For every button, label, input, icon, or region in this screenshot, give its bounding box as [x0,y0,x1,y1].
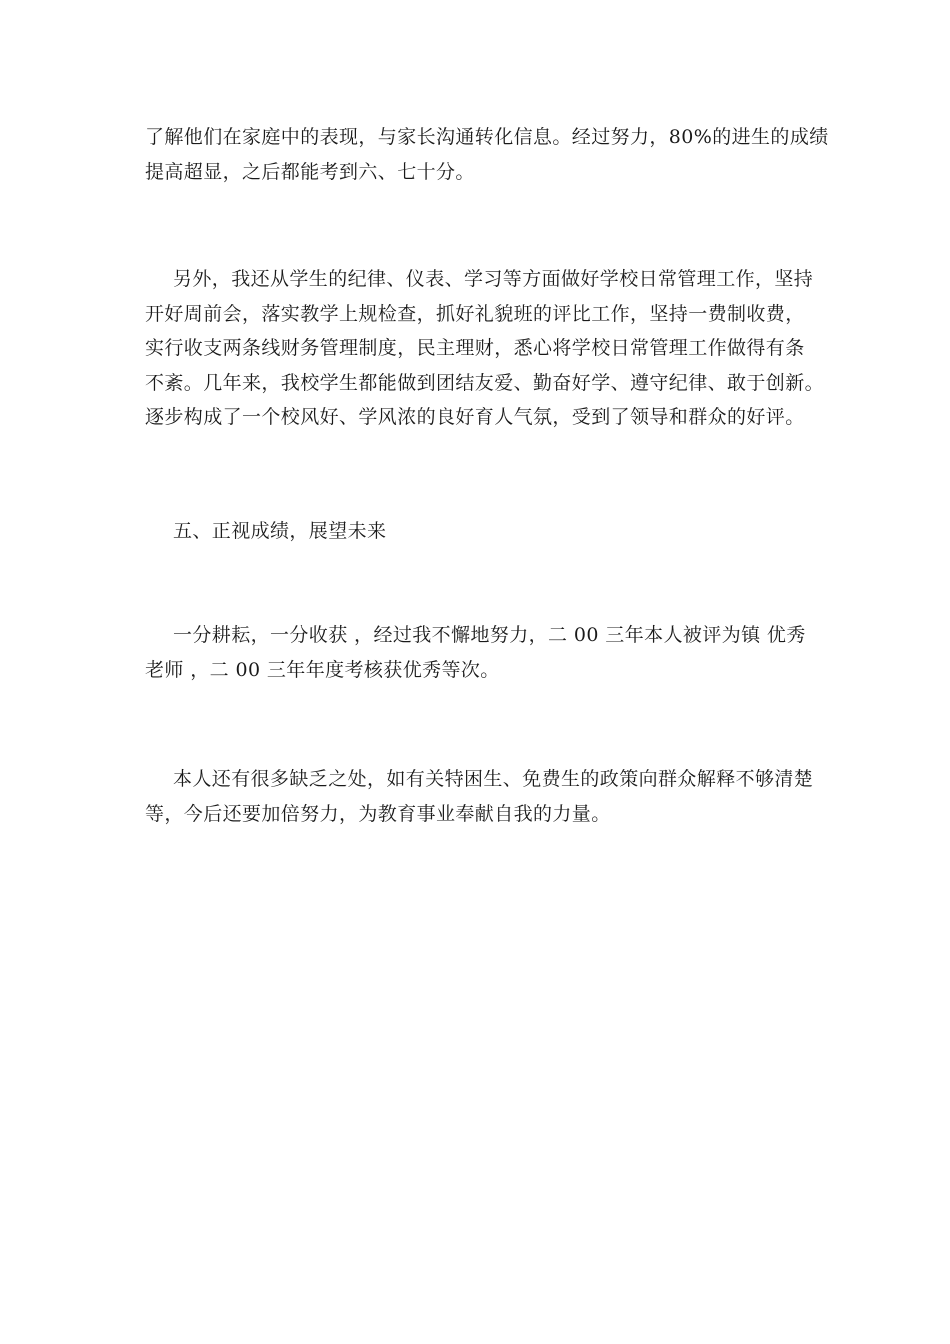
text-line: 实行收支两条线财务管理制度，民主理财，悉心将学校日常管理工作做得有条 [145,337,805,359]
text-line: 逐步构成了一个校风好、学风浓的良好育人气氛，受到了领导和群众的好评。 [145,406,805,428]
text-line: 本人还有很多缺乏之处，如有关特困生、免费生的政策向群众解释不够清楚 [173,768,814,790]
text-line: 等，今后还要加倍努力，为教育事业奉献自我的力量。 [145,802,611,825]
text-line: 一分耕耘，一分收获 ，经过我不懈地努力，二 00 三年本人被评为镇 优秀 [173,624,806,646]
text-line: 提高超显，之后都能考到六、七十分。 [145,160,475,183]
heading-text: 五、正视成绩，展望未来 [173,520,387,542]
text-line: 另外，我还从学生的纪律、仪表、学习等方面做好学校日常管理工作，坚持 [173,268,814,290]
text-line: 开好周前会，落实教学上规检查，抓好礼貌班的评比工作，坚持一费制收费， [145,302,805,325]
paragraph-continued [145,120,829,189]
paragraph-shortcomings [145,762,814,831]
paragraph-achievements [145,618,810,687]
text-line: 老师 ，二 00 三年年度考核获优秀等次。 [145,658,500,681]
section-heading [145,514,810,549]
text-line: 不紊。几年来，我校学生都能做到团结友爱、勤奋好学、遵守纪律、敢于创新。 [145,371,825,394]
paragraph-daily-management [145,262,825,435]
text-line: 了解他们在家庭中的表现，与家长沟通转化信息。经过努力，80%的进生的成绩 [145,126,829,148]
